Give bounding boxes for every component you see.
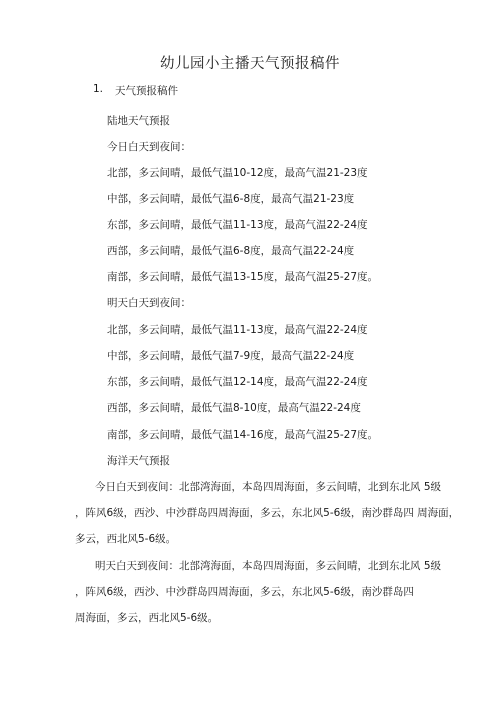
sea-tomorrow-line-3: 周海面，多云，西北风5-6级。 [75, 612, 219, 624]
land-forecast-heading: 陆地天气预报 [107, 115, 170, 127]
land-tomorrow-north: 北部，多云间晴，最低气温11-13度，最高气温22-24度 [107, 324, 368, 336]
land-today-east: 东部，多云间晴，最低气温11-13度，最高气温22-24度 [107, 219, 368, 231]
land-tomorrow-central: 中部，多云间晴，最低气温7-9度，最高气温22-24度 [107, 350, 355, 362]
sea-forecast-heading: 海洋天气预报 [107, 455, 170, 467]
land-today-west: 西部，多云间晴，最低气温6-8度，最高气温22-24度 [107, 245, 355, 257]
sea-today-line-3: 多云，西北风5-6级。 [75, 533, 177, 545]
land-today-heading: 今日白天到夜间： [107, 141, 191, 153]
land-today-north: 北部，多云间晴，最低气温10-12度，最高气温21-23度 [107, 167, 368, 179]
document-title: 幼儿园小主播天气预报稿件 [160, 56, 340, 72]
land-tomorrow-heading: 明天白天到夜间： [107, 297, 191, 309]
sea-tomorrow-line-2: ，阵风6级，西沙、中沙群岛四周海面，多云，东北风5-6级，南沙群岛四 [75, 586, 414, 598]
land-today-central: 中部，多云间晴，最低气温6-8度，最高气温21-23度 [107, 193, 355, 205]
land-tomorrow-west: 西部，多云间晴，最低气温8-10度，最高气温22-24度 [107, 402, 361, 414]
sea-today-line-2: ，阵风6级，西沙、中沙群岛四周海面，多云，东北风5-6级，南沙群岛四 周海面， [75, 507, 460, 519]
sea-tomorrow-line-1: 明天白天到夜间：北部湾海面，本岛四周海面，多云间晴，北到东北风 5级 [95, 560, 442, 572]
section-title: 天气预报稿件 [115, 85, 178, 97]
land-today-south: 南部，多云间晴，最低气温13-15度，最高气温25-27度。 [107, 271, 379, 283]
section-number: 1. [93, 83, 104, 95]
land-tomorrow-east: 东部，多云间晴，最低气温12-14度，最高气温22-24度 [107, 376, 368, 388]
land-tomorrow-south: 南部，多云间晴，最低气温14-16度，最高气温25-27度。 [107, 429, 379, 441]
sea-today-line-1: 今日白天到夜间：北部湾海面，本岛四周海面，多云间晴，北到东北风 5级 [95, 481, 442, 493]
